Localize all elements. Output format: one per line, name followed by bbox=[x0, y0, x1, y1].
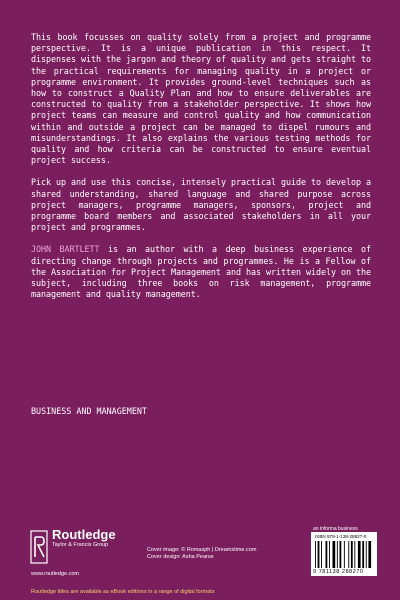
publisher-group: Taylor & Francis Group bbox=[52, 542, 109, 548]
routledge-logo-icon bbox=[30, 530, 48, 564]
blurb-paragraph-1: This book focusses on quality solely from a project and programme perspective. It is a unique publication in this respect. It dispenses with the jargon and theory of quality and gets straight to the practical requirements for managing quality in a project or programme environment. It provides ground-level techniques such as how to construct a Quality Plan and how to ensure deliverables are constructed to quality from a stakeholder perspective. It shows how project teams can measure and control quality and how communication within and outside a project can be managed to dispel rumours and misunderstandings. It also explains the various testing methods for quality and how criteria can be constructed to ensure eventual project success. bbox=[31, 32, 371, 166]
isbn-label: ISBN 978-1-138-28827-0 bbox=[315, 534, 367, 539]
author-bio bbox=[31, 244, 371, 300]
publisher-logo bbox=[52, 527, 116, 549]
author-bio-text: is an author with a deep business experience of directing change through projects and programmes. He is a Fellow of the Association for Project Management and has written widely on the subject, including three books on risk management, programme management and quality management. bbox=[31, 244, 371, 300]
cover-image-credit: Cover image: © Romasph | Dreamstime.com bbox=[147, 547, 257, 553]
barcode-number: 9 781138 288270 bbox=[313, 569, 364, 575]
publisher-name: Routledge bbox=[52, 527, 116, 542]
barcode-icon bbox=[315, 541, 373, 568]
ebook-note: Routledge titles are available as eBook editions in a range of digital formats bbox=[31, 589, 215, 595]
cover-design-credit: Cover design: Asha Pearse bbox=[147, 554, 214, 560]
blurb-text bbox=[31, 32, 371, 311]
author-name: JOHN BARTLETT bbox=[31, 244, 100, 255]
publisher-url: www.routledge.com bbox=[31, 571, 79, 577]
informa-label: an informa business bbox=[313, 526, 358, 532]
cover-credits bbox=[147, 547, 256, 561]
category-label: BUSINESS AND MANAGEMENT bbox=[31, 406, 147, 416]
blurb-paragraph-2: Pick up and use this concise, intensely practical guide to develop a shared understanding, shared language and shared purpose across project managers, programme managers, sponsors, project and programme board members and associated stakeholders in all your project and programmes. bbox=[31, 177, 371, 233]
